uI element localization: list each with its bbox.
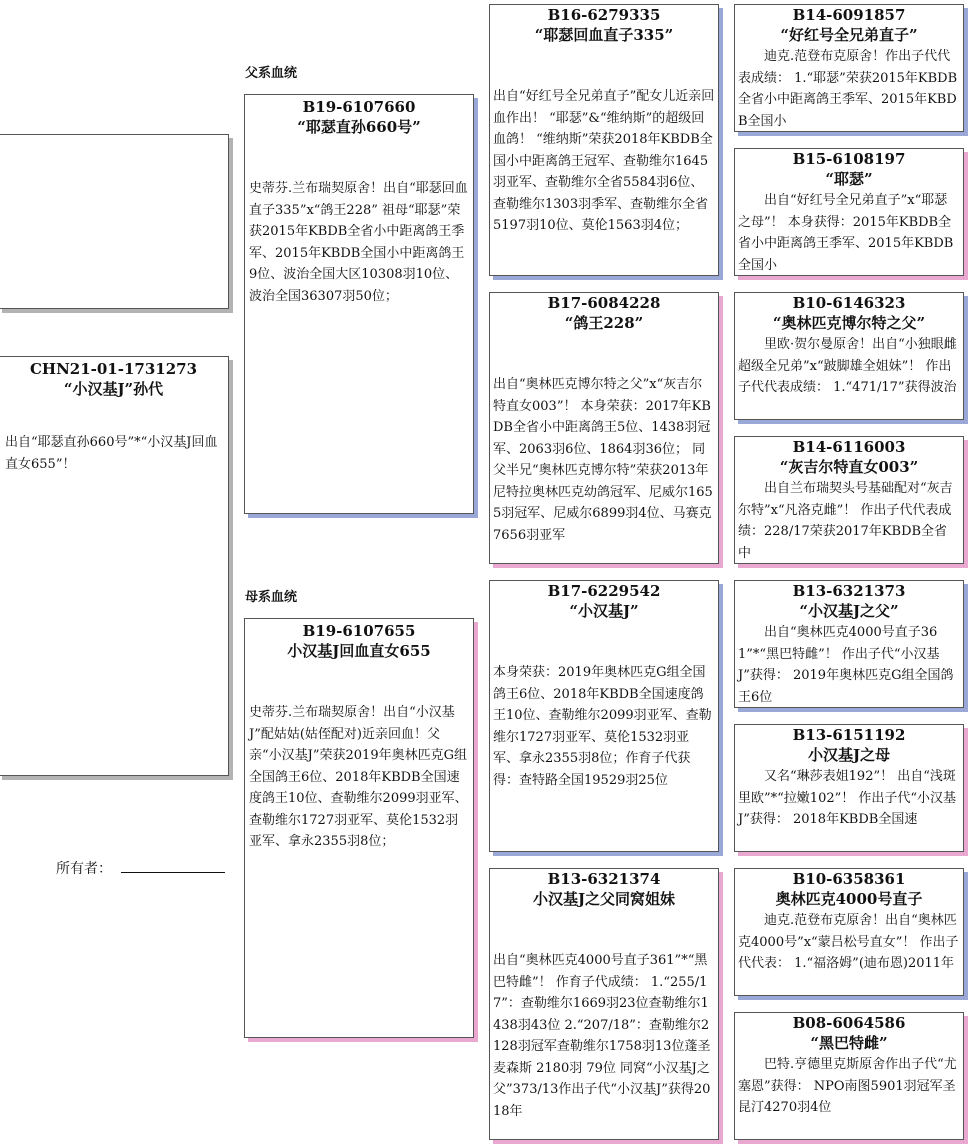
maternal-label: 母系血统 bbox=[245, 590, 298, 605]
great-grandparent-description: 出自“奥林匹克4000号直子361”*“黑巴特雌”！ 作出子代“小汉基J”获得： 2019年奥林匹克G组全国鸽王6位 bbox=[738, 625, 954, 705]
subject-card bbox=[0, 356, 229, 776]
sire-description: 史蒂芬.兰布瑞契原舍！出自“耶瑟回血直子335”x“鸽王228” 祖母“耶瑟”荣获2015年KBDB全省小中距离鸽王季军、2015年KBDB全国小中距离鸽王9位、波治全国大区10308羽10位、波治全国36307羽50位； bbox=[249, 181, 468, 304]
great-grandparent-name: “小汉基J之父” bbox=[799, 602, 899, 620]
great-grandparent-ring-number: B13-6151192 bbox=[792, 726, 906, 744]
great-grandparent-description: 里欧·贺尔曼原舍！出自“小独眼雌超级全兄弟”x“跛脚雄全姐妹”！ 作出子代代表成绩： 1.“471/17”获得波治 bbox=[738, 337, 957, 395]
grandparent-description: 出自“奥林匹克博尔特之父”x“灰吉尔特直女003”！ 本身荣获：2017年KBDB全省小中距离鸽王5位、1438羽冠军、2063羽6位、1864羽36位； 同父半兄“奥林匹克博尔特”荣获2013年尼特拉奥林匹克幼鸽冠军、尼威尔1655羽冠军、尼威尔6899羽4位、马赛克7656羽亚军 bbox=[493, 377, 713, 543]
great-grandparent-ring-number: B10-6146323 bbox=[792, 294, 906, 312]
dam-ring-number: B19-6107655 bbox=[302, 622, 416, 640]
grandparent-name: “鸽王228” bbox=[564, 314, 644, 332]
great-grandparent-name: “好红号全兄弟直子” bbox=[780, 26, 918, 44]
grandparent-card bbox=[489, 4, 719, 276]
great-grandparent-card bbox=[734, 292, 964, 420]
grandparent-card bbox=[489, 868, 719, 1140]
great-grandparent-name: 奥林匹克4000号直子 bbox=[775, 890, 923, 908]
great-grandparent-description: 出自兰布瑞契头号基础配对“灰吉尔特”x“凡洛克雌”！ 作出子代代表成绩：228/17荣获2017年KBDB全省中 bbox=[738, 481, 953, 561]
dam-name: 小汉基J回血直女655 bbox=[287, 642, 431, 660]
great-grandparent-name: “黑巴特雌” bbox=[810, 1034, 888, 1052]
great-grandparent-ring-number: B13-6321373 bbox=[792, 582, 906, 600]
grandparent-ring-number: B16-6279335 bbox=[547, 6, 661, 24]
grandparent-name: “耶瑟回血直子335” bbox=[534, 26, 674, 44]
great-grandparent-ring-number: B08-6064586 bbox=[792, 1014, 906, 1032]
great-grandparent-ring-number: B15-6108197 bbox=[792, 150, 906, 168]
great-grandparent-description: 迪克.范登布克原舍！作出子代代表成绩： 1.“耶瑟”荣获2015年KBDB全省小中距离鸽王季军、2015年KBDB全国小 bbox=[738, 49, 958, 129]
grandparent-name: 小汉基J之父同窝姐妹 bbox=[532, 890, 676, 908]
paternal-label: 父系血统 bbox=[245, 66, 298, 81]
blank-frame bbox=[0, 134, 229, 309]
grandparent-description: 本身荣获：2019年奥林匹克G组全国鸽王6位、2018年KBDB全国速度鸽王10位、查勒维尔2099羽亚军、查勒维尔1727羽亚军、莫伦1532羽亚军、拿永2355羽8位；作育子代获得：查特路全国19529羽25位 bbox=[493, 665, 712, 788]
great-grandparent-card bbox=[734, 148, 964, 276]
owner-label: 所有者： bbox=[56, 861, 112, 877]
great-grandparent-name: “奥林匹克博尔特之父” bbox=[772, 314, 926, 332]
sire-ring-number: B19-6107660 bbox=[302, 98, 416, 116]
grandparent-ring-number: B17-6229542 bbox=[547, 582, 661, 600]
great-grandparent-name: 小汉基J之母 bbox=[807, 746, 891, 764]
great-grandparent-description: 出自“好红号全兄弟直子”x“耶瑟之母”！ 本身获得：2015年KBDB全省小中距离鸽王季军、2015年KBDB全国小 bbox=[738, 193, 954, 273]
subject-description: 出自“耶瑟直孙660号”*“小汉基J回血直女655”！ bbox=[5, 435, 218, 472]
great-grandparent-name: “灰吉尔特直女003” bbox=[779, 458, 919, 476]
great-grandparent-card bbox=[734, 1012, 964, 1140]
grandparent-card bbox=[489, 292, 719, 564]
sire-card bbox=[244, 94, 474, 514]
grandparent-card bbox=[489, 580, 719, 852]
grandparent-description: 出自“好红号全兄弟直子”配女儿近亲回血作出！ “耶瑟”&“维纳斯”的超级回血鸽！ “维纳斯”荣获2018年KBDB全国小中距离鸽王冠军、查勒维尔1645羽亚军、查勒维尔全省5584羽6位、查勒维尔1303羽季军、查勒维尔全省5197羽10位、莫伦1563羽4位； bbox=[493, 89, 715, 233]
dam-card bbox=[244, 618, 474, 1038]
great-grandparent-card bbox=[734, 580, 964, 708]
great-grandparent-name: “耶瑟” bbox=[825, 170, 873, 188]
sire-name: “耶瑟直孙660号” bbox=[297, 118, 421, 136]
great-grandparent-ring-number: B14-6116003 bbox=[792, 438, 906, 456]
great-grandparent-description: 迪克.范登布克原舍！出自“奥林匹克4000号”x“蒙吕松号直女”！ 作出子代代表： 1.“福洛姆”(迪布恩)2011年 bbox=[738, 913, 959, 971]
great-grandparent-card bbox=[734, 436, 964, 564]
grandparent-ring-number: B13-6321374 bbox=[547, 870, 661, 888]
great-grandparent-card bbox=[734, 724, 964, 852]
subject-ring-number: CHN21-01-1731273 bbox=[29, 360, 198, 378]
grandparent-description: 出自“奥林匹克4000号直子361”*“黑巴特雌”！ 作育子代成绩： 1.“255/17”：查勒维尔1669羽23位查勒维尔1438羽43位 2.“207/18”：查勒维尔2128羽冠军查勒维尔1758羽13位蓬圣麦森斯 2180羽 79位 同窝“小汉基J之父”373/13作出子代“小汉基J”获得2018年 bbox=[493, 953, 711, 1119]
grandparent-name: “小汉基J” bbox=[569, 602, 639, 620]
great-grandparent-ring-number: B14-6091857 bbox=[792, 6, 906, 24]
grandparent-ring-number: B17-6084228 bbox=[547, 294, 661, 312]
great-grandparent-card bbox=[734, 868, 964, 996]
great-grandparent-description: 又名“琳莎表姐192”！ 出自“浅斑里欧”*“拉嫩102”！ 作出子代“小汉基J”获得： 2018年KBDB全国速 bbox=[738, 769, 957, 827]
subject-name: “小汉基J”孙代 bbox=[63, 380, 164, 398]
owner-field[interactable] bbox=[121, 872, 225, 873]
dam-description: 史蒂芬.兰布瑞契原舍！出自“小汉基J”配姑姑(姑侄配对)近亲回血！父亲“小汉基J”荣获2019年奥林匹克G组全国鸽王6位、2018年KBDB全国速度鸽王10位、查勒维尔2099羽亚军、查勒维尔1727羽亚军、莫伦1532羽亚军、拿永2355羽8位； bbox=[249, 705, 468, 849]
great-grandparent-card bbox=[734, 4, 964, 132]
great-grandparent-description: 巴特.亨德里克斯原舍作出子代“尤塞恩”获得： NPO南图5901羽冠军圣昆汀4270羽4位 bbox=[738, 1057, 957, 1115]
great-grandparent-ring-number: B10-6358361 bbox=[792, 870, 906, 888]
